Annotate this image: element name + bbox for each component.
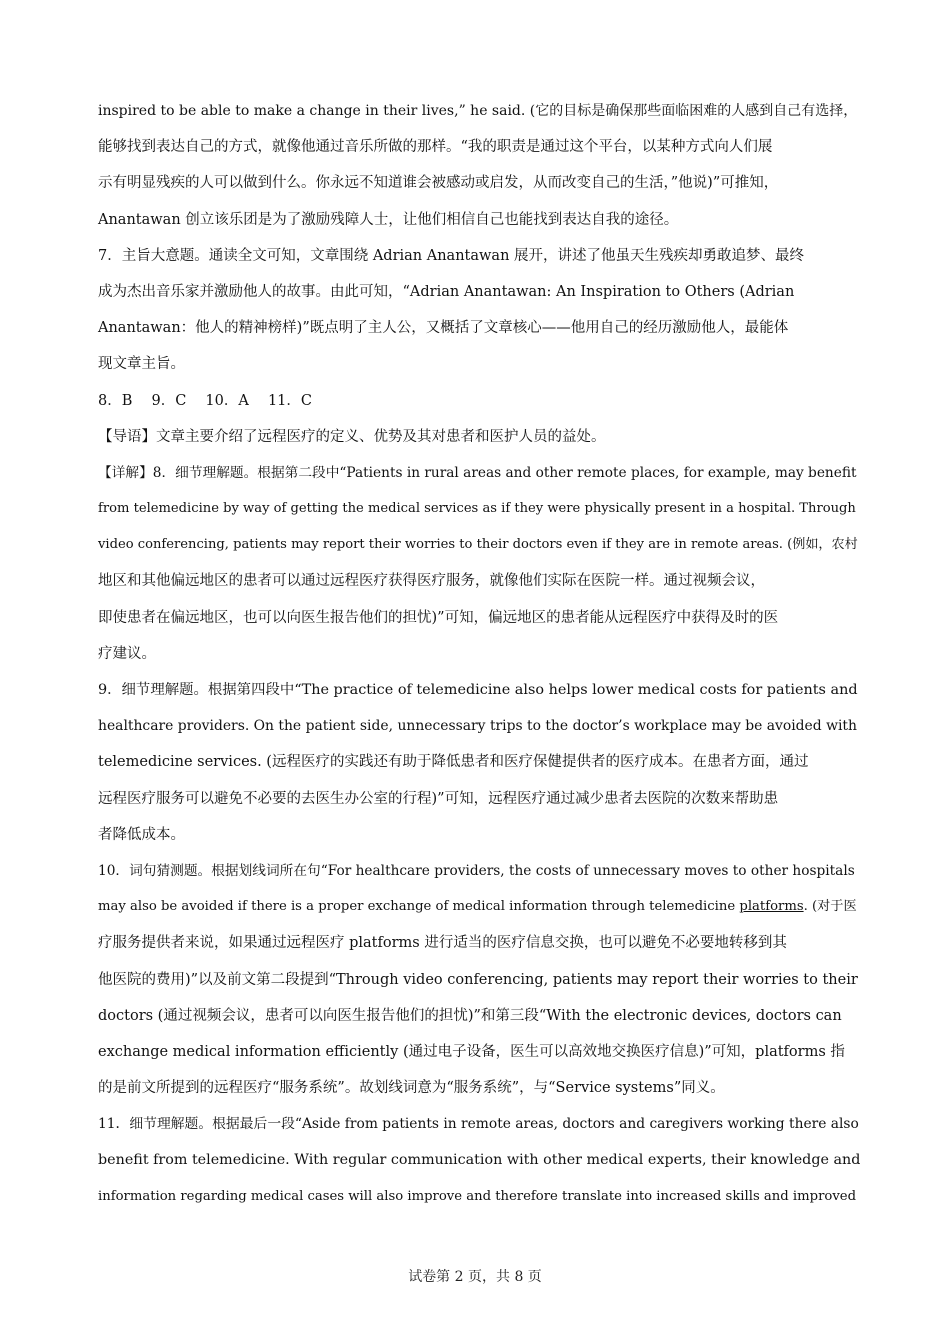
text-line: 现文章主旨。 — [98, 356, 185, 373]
text-line: 【详解】8．细节理解题。根据第二段中“Patients in rural areas and other remote places, for example, may benefit — [98, 464, 857, 481]
text-line: 疗服务提供者来说，如果通过远程医疗 platforms 进行适当的医疗信息交换，也可以避免不必要地转移到其 — [98, 935, 787, 952]
text-line: 成为杰出音乐家并激励他人的故事。由此可知，“Adrian Anantawan: An Inspiration to Others (Adrian — [98, 283, 795, 300]
text-segment: may also be avoided if there is a proper exchange of medical information through telemedicine — [98, 899, 740, 915]
text-line: 他医院的费用)”以及前文第二段提到“Through video conferencing, patients may report their worries to their — [98, 971, 858, 988]
page-footer: 试卷第 2 页，共 8 页 — [408, 1269, 542, 1285]
text-line: 11．细节理解题。根据最后一段“Aside from patients in remote areas, doctors and caregivers working there also — [98, 1116, 859, 1133]
text-line: 疗建议。 — [98, 645, 156, 662]
text-line: 能够找到表达自己的方式，就像他通过音乐所做的那样。“我的职责是通过这个平台，以某种方式向人们展 — [98, 139, 773, 156]
text-line: 10．词句猜测题。根据划线词所在句“For healthcare providers, the costs of unnecessary moves to other hospitals — [98, 862, 855, 879]
text-line: exchange medical information efficiently (通过电子设备，医生可以高效地交换医疗信息)”可知，platforms 指 — [98, 1043, 845, 1060]
text-line: video conferencing, patients may report their worries to their doctors even if they are in remote areas. (例如，农村 — [98, 537, 858, 553]
text-line: 9．细节理解题。根据第四段中“The practice of telemedicine also helps lower medical costs for patients and — [98, 682, 858, 698]
text-line: from telemedicine by way of getting the medical services as if they were physically present in a hospital. Through — [98, 501, 856, 517]
answer-key-line: 8．B 9．C 10．A 11．C — [98, 392, 312, 409]
text-line-with-underline — [98, 889, 860, 925]
text-line: 7．主旨大意题。通读全文可知，文章围绕 Adrian Anantawan 展开，讲述了他虽天生残疾却勇敢追梦、最终 — [98, 247, 805, 264]
text-line: 地区和其他偏远地区的患者可以通过远程医疗获得医疗服务，就像他们实际在医院一样。通过视频会议， — [98, 573, 765, 590]
text-line: telemedicine services. (远程医疗的实践还有助于降低患者和医疗保健提供者的医疗成本。在患者方面，通过 — [98, 754, 809, 771]
text-segment: . (对于医 — [803, 899, 857, 915]
text-line: Anantawan：他人的精神榜样)”既点明了主人公，又概括了文章核心——他用自己的经历激励他人，最能体 — [98, 320, 789, 337]
underlined-word: platforms — [739, 899, 804, 915]
text-line: healthcare providers. On the patient side, unnecessary trips to the doctor’s workplace may be avoided with — [98, 718, 857, 735]
text-line: 的是前文所提到的远程医疗“服务系统”。故划线词意为“服务系统”，与“Service systems”同义。 — [98, 1080, 725, 1097]
text-line: benefit from telemedicine. With regular communication with other medical experts, their knowledge and — [98, 1152, 861, 1169]
text-line: 远程医疗服务可以避免不必要的去医生办公室的行程)”可知，远程医疗通过减少患者去医院的次数来帮助患 — [98, 790, 779, 807]
text-line: inspired to be able to make a change in their lives,” he said. (它的目标是确保那些面临困难的人感到自己有选择， — [98, 103, 858, 119]
text-line: 示有明显残疾的人可以做到什么。你永远不知道谁会被感动或启发，从而改变自己的生活，”他说)”可推知， — [98, 175, 779, 192]
text-line: information regarding medical cases will also improve and therefore translate into increased skills and improved — [98, 1188, 857, 1204]
text-line: doctors (通过视频会议，患者可以向医生报告他们的担忧)”和第三段“With the electronic devices, doctors can — [98, 1007, 842, 1024]
intro-line: 【导语】文章主要介绍了远程医疗的定义、优势及其对患者和医护人员的益处。 — [98, 428, 606, 445]
text-line: 即使患者在偏远地区，也可以向医生报告他们的担忧)”可知，偏远地区的患者能从远程医疗中获得及时的医 — [98, 609, 779, 626]
text-line: Anantawan 创立该乐团是为了激励残障人士，让他们相信自己也能找到表达自我的途径。 — [98, 211, 679, 228]
text-line: 者降低成本。 — [98, 826, 185, 843]
answer-explanation-text — [98, 93, 860, 1215]
